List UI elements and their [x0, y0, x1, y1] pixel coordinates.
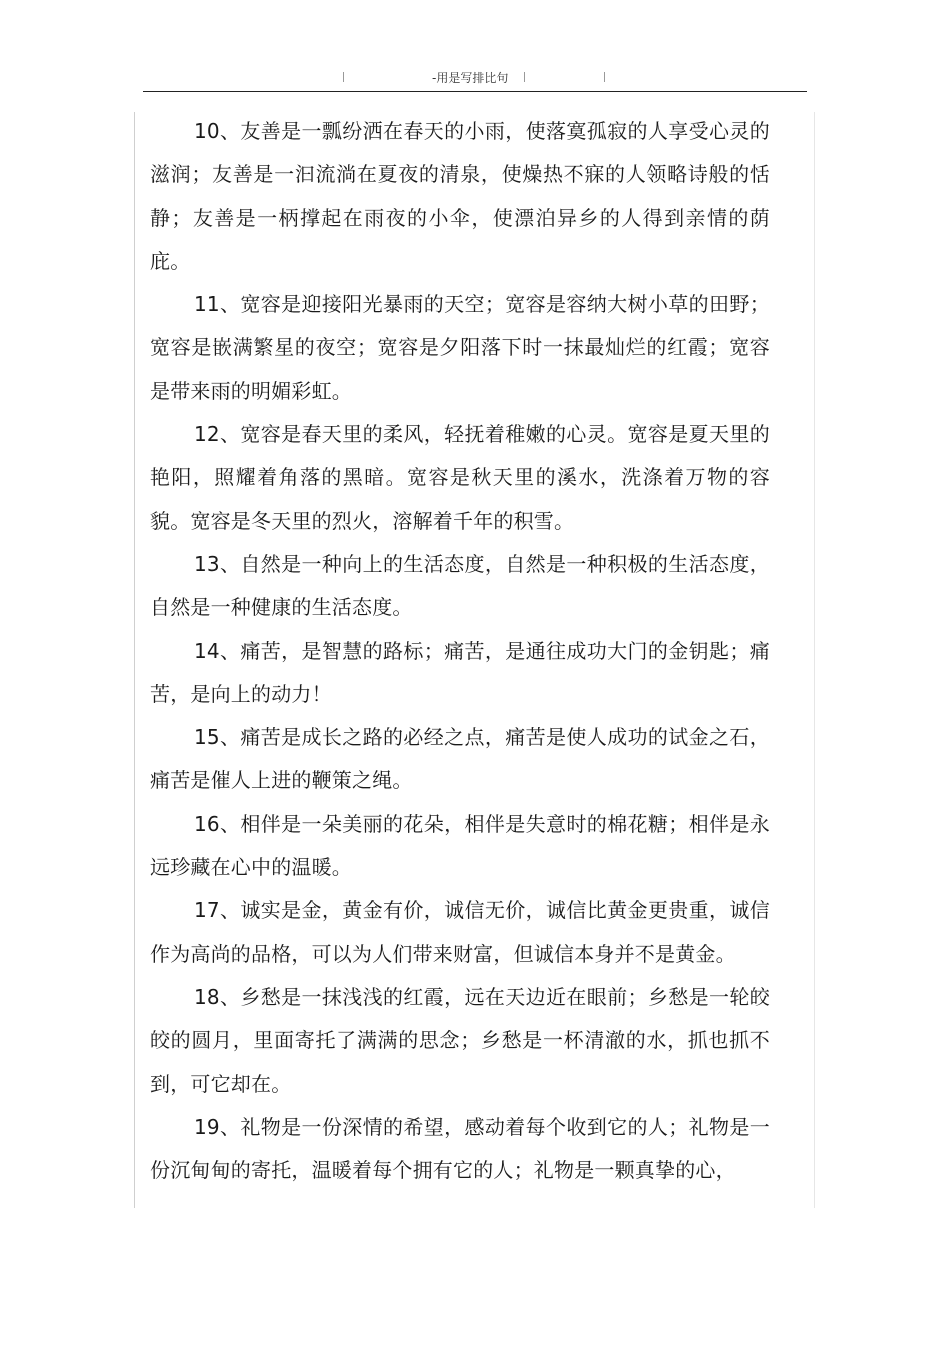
paragraph-11: 11、宽容是迎接阳光暴雨的天空；宽容是容纳大树小草的田野；宽容是嵌满繁星的夜空；宽容是夕阳落下时一抹最灿烂的红霞；宽容是带来雨的明媚彩虹。 [150, 292, 770, 403]
header-tick-mid [524, 72, 525, 82]
right-margin-rule [814, 112, 815, 1208]
paragraph-16: 16、相伴是一朵美丽的花朵，相伴是失意时的棉花糖；相伴是永远珍藏在心中的温暖。 [150, 811, 770, 880]
paragraph-14: 14、痛苦，是智慧的路标；痛苦，是通往成功大门的金钥匙；痛苦，是向上的动力！ [150, 638, 770, 706]
left-margin-rule [134, 112, 135, 1208]
paragraph-10: 10、友善是一瓢纷洒在春天的小雨，使落寞孤寂的人享受心灵的滋润；友善是一汩流淌在夏夜的清泉，使燥热不寐的人领略诗般的恬静；友善是一柄撑起在雨夜的小伞，使漂泊异乡的人得到亲情的荫庇。 [150, 119, 770, 273]
page-header-title: -用是写排比句 [432, 71, 509, 85]
paragraph-18: 18、乡愁是一抹浅浅的红霞，远在天边近在眼前；乡愁是一轮皎皎的圆月，里面寄托了满满的思念；乡愁是一杯清澈的水，抓也抓不到，可它却在。 [150, 984, 770, 1096]
paragraph-15: 15、痛苦是成长之路的必经之点，痛苦是使人成功的试金之石，痛苦是催人上进的鞭策之绳。 [150, 725, 770, 793]
paragraph-12: 12、宽容是春天里的柔风，轻抚着稚嫩的心灵。宽容是夏天里的艳阳，照耀着角落的黑暗。宽容是秋天里的溪水，洗涤着万物的容貌。宽容是冬天里的烈火，溶解着千年的积雪。 [150, 422, 770, 533]
header-tick-left [343, 72, 344, 82]
page-header [143, 62, 807, 92]
paragraph-13: 13、自然是一种向上的生活态度，自然是一种积极的生活态度，自然是一种健康的生活态度。 [150, 551, 770, 620]
header-tick-right [604, 72, 605, 82]
document-body [150, 110, 770, 1192]
paragraph-17: 17、诚实是金，黄金有价，诚信无价，诚信比黄金更贵重，诚信作为高尚的品格，可以为人们带来财富，但诚信本身并不是黄金。 [150, 898, 770, 966]
header-rule [143, 91, 807, 92]
paragraph-19: 19、礼物是一份深情的希望，感动着每个收到它的人；礼物是一份沉甸甸的寄托，温暖着每个拥有它的人；礼物是一颗真挚的心， [150, 1114, 770, 1183]
